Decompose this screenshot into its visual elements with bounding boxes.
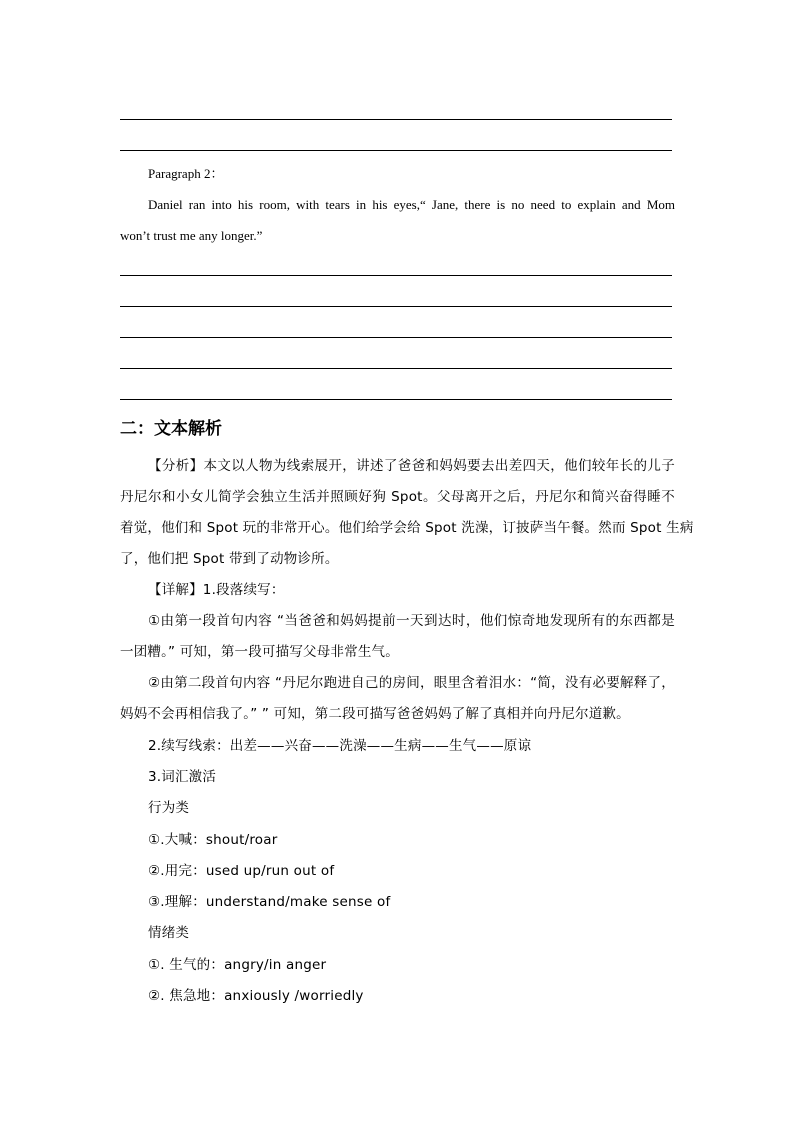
vocab-item: ③.理解：understand/make sense of xyxy=(148,894,391,910)
detail-point-1: ①由第一段首句内容 “当爸爸和妈妈提前一天到达时，他们惊奇地发现所有的东西都是 xyxy=(148,613,675,629)
answer-line xyxy=(120,150,672,151)
answer-line xyxy=(120,275,672,276)
paragraph2-opening-line: Daniel ran into his room, with tears in his eyes,“ Jane, there is no need to explain and Mom xyxy=(148,197,675,212)
vocab-item: ①.大喊：shout/roar xyxy=(148,832,278,848)
answer-line xyxy=(120,119,672,120)
vocab-item: ②. 焦急地：anxiously /worriedly xyxy=(148,988,364,1004)
analysis-text: 着觉，他们和 Spot 玩的非常开心。他们给学会给 Spot 洗澡，订披萨当午餐。然而 Spot 生病 xyxy=(120,520,694,536)
detail-point-2: ②由第二段首句内容 “丹尼尔跑进自己的房间，眼里含着泪水：“简，没有必要解释了， xyxy=(148,675,675,691)
emotion-category-title: 情绪类 xyxy=(148,925,190,941)
vocab-title: 3.词汇激活 xyxy=(148,769,217,785)
vocab-item: ②.用完：used up/run out of xyxy=(148,863,335,879)
section-heading: 二：文本解析 xyxy=(120,419,222,439)
analysis-text: 丹尼尔和小女儿简学会独立生活并照顾好狗 Spot。父母离开之后，丹尼尔和简兴奋得睡不 xyxy=(120,489,675,505)
answer-line xyxy=(120,368,672,369)
paragraph2-label: Paragraph 2： xyxy=(148,166,224,181)
action-category-title: 行为类 xyxy=(148,800,190,816)
continuation-clue: 2.续写线索：出差——兴奋——洗澡——生病——生气——原谅 xyxy=(148,738,532,754)
analysis-text: 了，他们把 Spot 带到了动物诊所。 xyxy=(120,551,339,567)
analysis-text: 【分析】本文以人物为线索展开，讲述了爸爸和妈妈要去出差四天，他们较年长的儿子 xyxy=(148,458,675,474)
answer-line xyxy=(120,399,672,400)
detail-point-1: 一团糟。” 可知，第一段可描写父母非常生气。 xyxy=(120,644,399,660)
answer-line xyxy=(120,337,672,338)
detail-title: 【详解】1.段落续写： xyxy=(148,582,285,598)
detail-point-2: 妈妈不会再相信我了。” ” 可知，第二段可描写爸爸妈妈了解了真相并向丹尼尔道歉。 xyxy=(120,706,630,722)
answer-line xyxy=(120,306,672,307)
paragraph2-opening-line: won’t trust me any longer.” xyxy=(120,228,263,243)
vocab-item: ①. 生气的：angry/in anger xyxy=(148,957,327,973)
